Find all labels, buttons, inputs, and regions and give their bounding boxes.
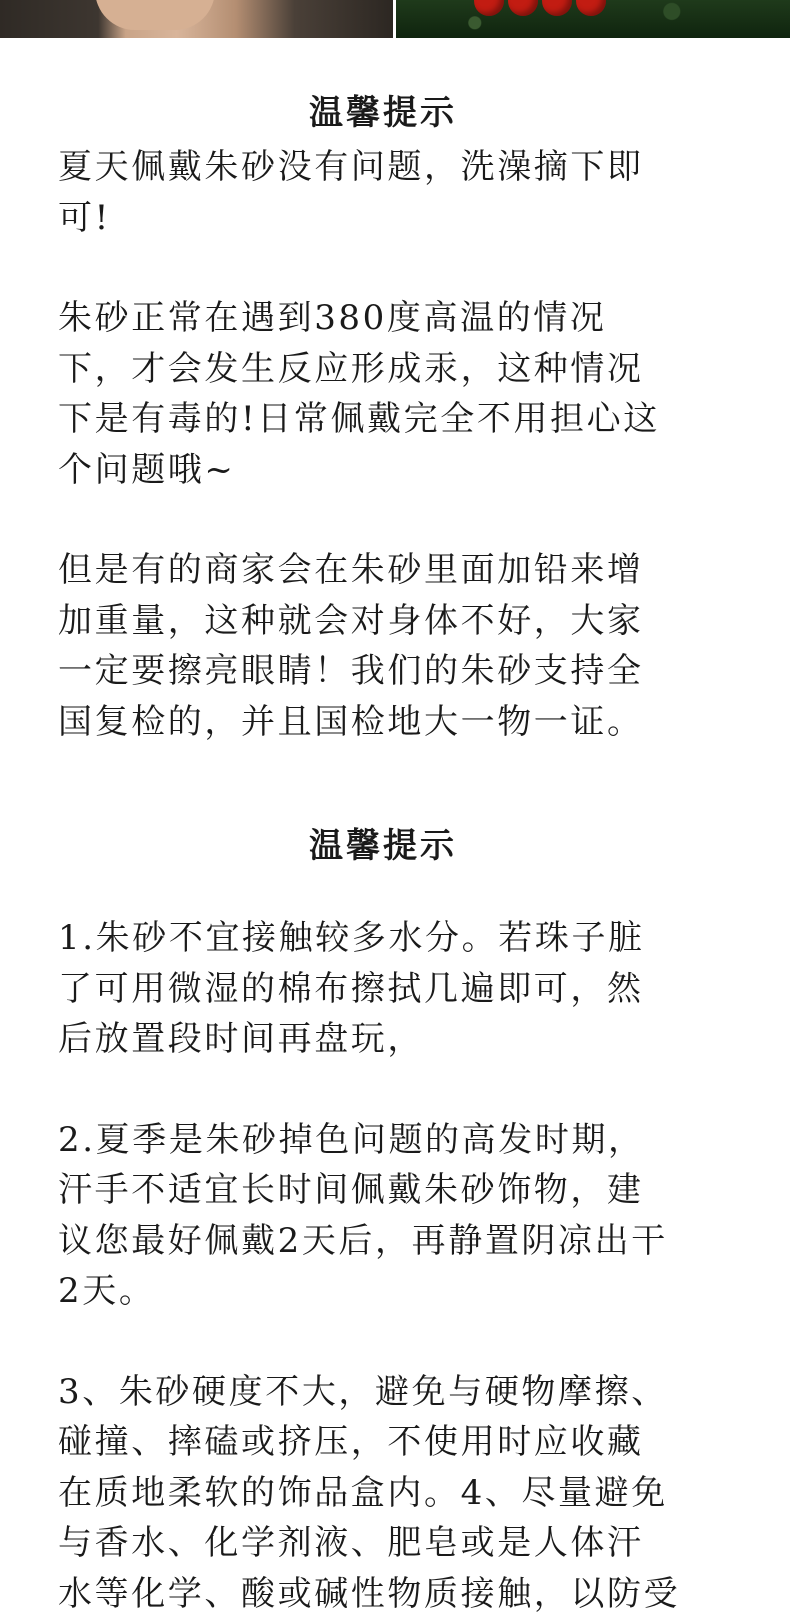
cinnabar-bead [576,0,606,16]
care-tip-1: 1.朱砂不宜接触较多水分。若珠子脏 了可用微湿的棉布擦拭几遍即可，然 后放置段时间再盘玩， [58,913,738,1065]
cinnabar-bead [508,0,538,16]
finger-shape [95,0,215,30]
notice-paragraph: 但是有的商家会在朱砂里面加铅来增 加重量，这种就会对身体不好，大家 一定要擦亮眼睛！我们的朱砂支持全 国复检的，并且国检地大一物一证。 [58,545,738,747]
cinnabar-bead [474,0,504,16]
notice-title: 温馨提示 [58,88,708,138]
notice-paragraph: 朱砂正常在遇到380度高温的情况 下，才会发生反应形成汞，这种情况 下是有毒的!日常佩戴完全不用担心这 个问题哦~ [58,293,738,495]
care-tip-2: 2.夏季是朱砂掉色问题的高发时期， 汗手不适宜长时间佩戴朱砂饰物，建 议您最好佩戴2天后，再静置阴凉出干 2天。 [58,1115,738,1317]
hand-photo [0,0,393,38]
cinnabar-bead [542,0,572,16]
notice-section-2 [58,821,748,1619]
bracelet-photo [396,0,790,38]
notice-section-1 [58,88,748,747]
notice-paragraph: 夏天佩戴朱砂没有问题，洗澡摘下即 可! [58,142,738,243]
notice-title: 温馨提示 [58,821,708,871]
product-photo-strip [0,0,790,38]
article-content [58,88,748,1619]
care-tip-3: 3、朱砂硬度不大，避免与硬物摩擦、 碰撞、摔磕或挤压，不使用时应收藏 在质地柔软的饰品盒内。4、尽量避免 与香水、化学剂液、肥皂或是人体汗 水等化学、酸或碱性物质接触，以防受 [58,1367,738,1619]
